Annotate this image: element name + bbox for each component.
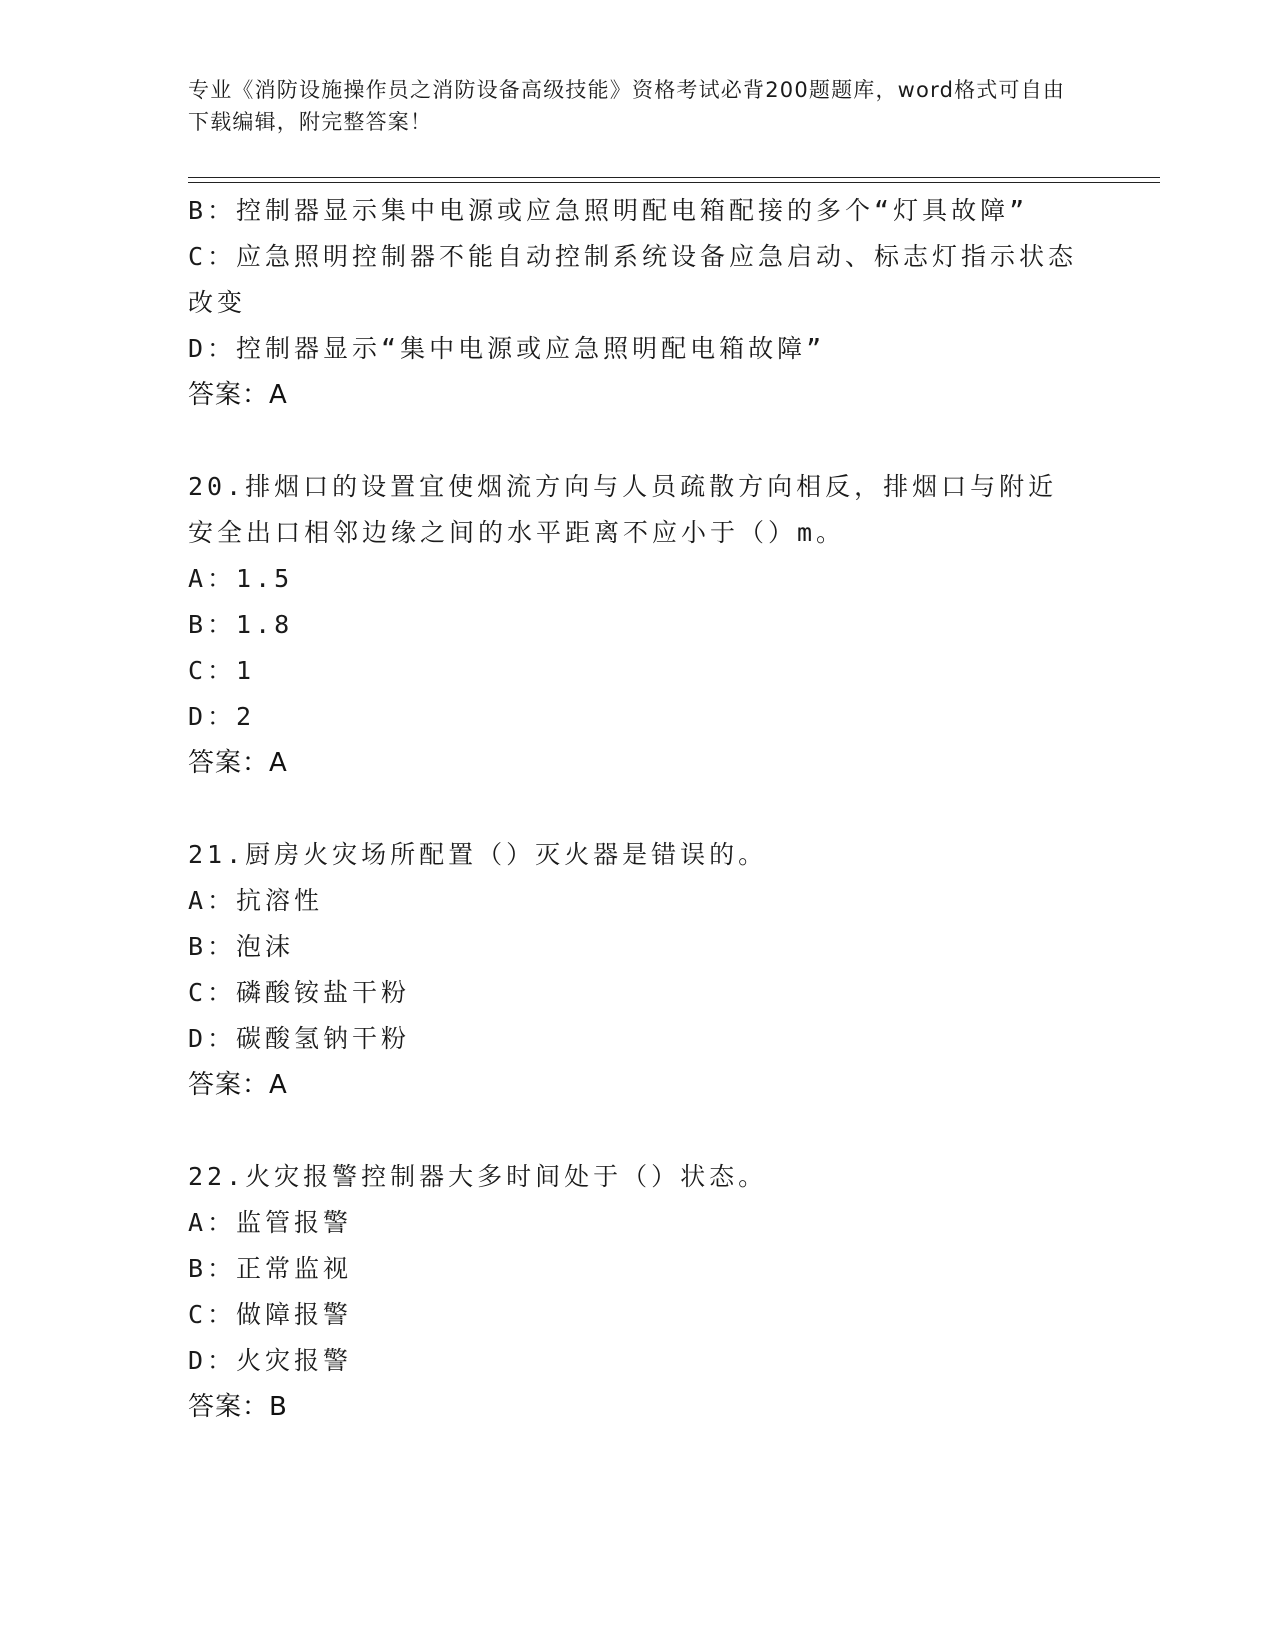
spacer	[188, 1108, 1078, 1154]
spacer	[188, 418, 1078, 464]
option-d: D：控制器显示“集中电源或应急照明配电箱故障”	[188, 334, 826, 363]
answer-line: 答案：A	[188, 1070, 288, 1100]
option-b: B：泡沫	[188, 932, 295, 961]
header-divider-bottom	[188, 182, 1160, 183]
option-a: A：1.5	[188, 564, 294, 593]
document-intro: 专业《消防设施操作员之消防设备高级技能》资格考试必背200题题库，word格式可自由下载编辑，附完整答案！	[188, 78, 1066, 134]
option-a: A：抗溶性	[188, 886, 324, 915]
option-b: B：正常监视	[188, 1254, 353, 1283]
question-block-prev	[188, 188, 1078, 418]
question-list	[188, 188, 1078, 1430]
question-block-22	[188, 1154, 1078, 1430]
question-stem: 22.火灾报警控制器大多时间处于（）状态。	[188, 1162, 768, 1191]
question-stem: 20.排烟口的设置宜使烟流方向与人员疏散方向相反，排烟口与附近安全出口相邻边缘之间的水平距离不应小于（）m。	[188, 472, 1058, 547]
question-block-21	[188, 832, 1078, 1108]
option-b: B：控制器显示集中电源或应急照明配电箱配接的多个“灯具故障”	[188, 196, 1029, 225]
question-stem: 21.厨房火灾场所配置（）灭火器是错误的。	[188, 840, 768, 869]
answer-line: 答案：A	[188, 380, 288, 410]
question-block-20	[188, 464, 1078, 786]
option-d: D：2	[188, 702, 256, 731]
answer-line: 答案：B	[188, 1392, 288, 1422]
option-a: A：监管报警	[188, 1208, 353, 1237]
option-c: C：应急照明控制器不能自动控制系统设备应急启动、标志灯指示状态改变	[188, 242, 1078, 317]
header-divider-top	[188, 177, 1160, 178]
spacer	[188, 786, 1078, 832]
option-c: C：做障报警	[188, 1300, 353, 1329]
option-d: D：火灾报警	[188, 1346, 353, 1375]
option-c: C：磷酸铵盐干粉	[188, 978, 411, 1007]
answer-line: 答案：A	[188, 748, 288, 778]
option-d: D：碳酸氢钠干粉	[188, 1024, 411, 1053]
option-b: B：1.8	[188, 610, 294, 639]
option-c: C：1	[188, 656, 256, 685]
